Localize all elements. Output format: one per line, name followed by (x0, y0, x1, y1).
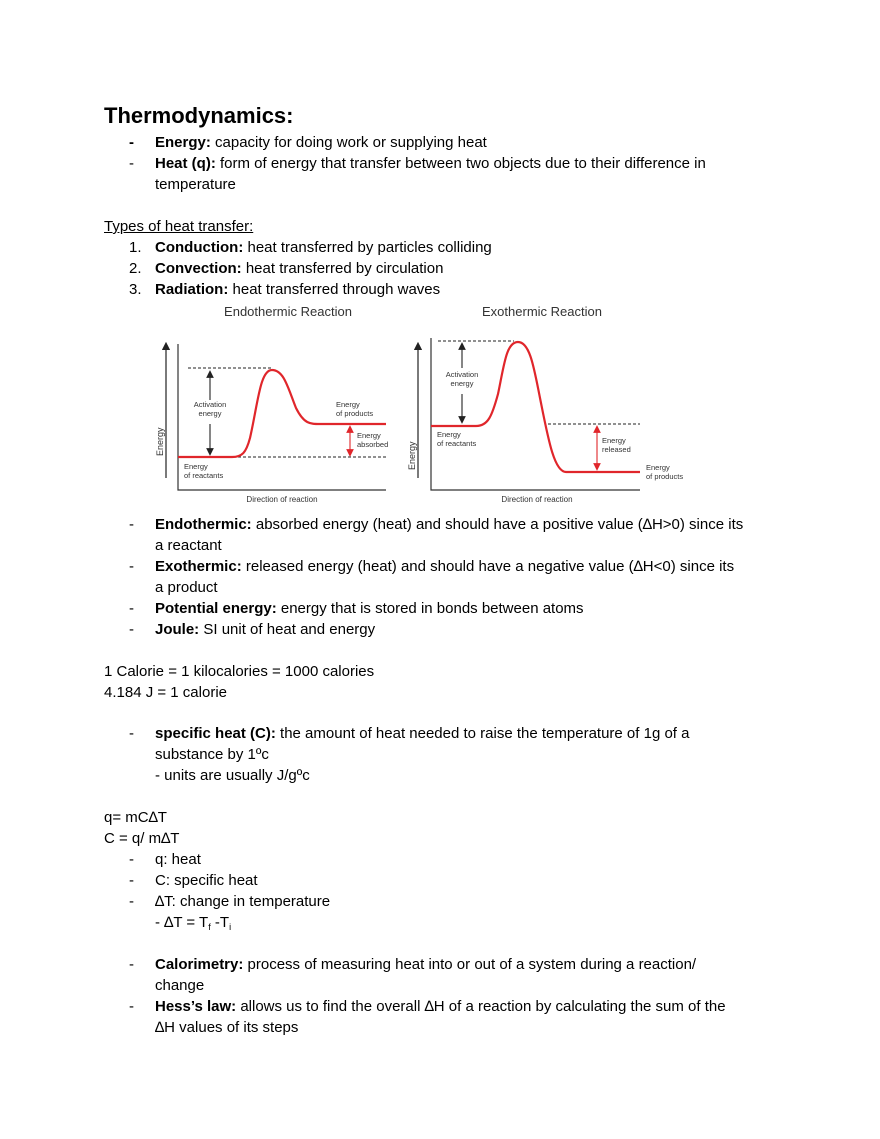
formula-part: - ∆T = T (155, 914, 209, 931)
exo-released-label: Energy (602, 436, 626, 445)
definition: SI unit of heat and energy (199, 621, 376, 638)
energy-diagram-figure (150, 298, 710, 510)
term: Convection: (155, 260, 242, 277)
definition: process of measuring heat into or out of a system during a reaction/ (243, 956, 697, 973)
list-number: 3. (129, 281, 142, 298)
exothermic-diagram (407, 304, 683, 504)
bullet-marker: - (129, 516, 134, 533)
endo-activation-label-2: energy (198, 409, 222, 418)
heat-definition-cont: temperature (155, 176, 236, 193)
term: Calorimetry: (155, 956, 244, 973)
bullet-marker: - (129, 558, 134, 575)
definition: allows us to find the overall ∆H of a reaction by calculating the sum of the (236, 998, 726, 1015)
radiation-item (155, 279, 440, 300)
calorimetry-definition-cont: change (155, 977, 205, 994)
convection-item (155, 258, 443, 279)
endothermic-definition (155, 514, 743, 535)
energy-definition (155, 132, 487, 153)
bullet-marker: - (129, 893, 134, 910)
endo-x-axis-label: Direction of reaction (246, 495, 318, 504)
exo-activation-label: Activation (445, 370, 479, 379)
subscript-i: i (229, 922, 232, 932)
definition: form of energy that transfer between two objects due to their difference in (215, 155, 706, 172)
term: Energy: (155, 134, 211, 151)
conversion-line: 4.184 J = 1 calorie (104, 684, 227, 701)
potential-energy-definition (155, 598, 584, 619)
term: Endothermic: (155, 516, 252, 533)
exo-activation-label-2: energy (450, 379, 474, 388)
bullet-marker: - (129, 134, 134, 151)
endothermic-definition-cont: a reactant (155, 537, 222, 554)
definition: the amount of heat needed to raise the temperature of 1g of a (275, 725, 690, 742)
variable-c: C: specific heat (155, 872, 258, 889)
exo-reactants-label-2: of reactants (437, 439, 477, 448)
list-number: 2. (129, 260, 142, 277)
endothermic-diagram (155, 304, 388, 504)
subscript-f: f (208, 922, 211, 932)
definition: heat transferred through waves (228, 281, 441, 298)
term: Potential energy: (155, 600, 277, 617)
definition: released energy (heat) and should have a negative value (∆H<0) since its (241, 558, 735, 575)
heat-definition (155, 153, 706, 174)
exo-reactants-label: Energy (437, 430, 461, 439)
endo-activation-label: Activation (193, 400, 227, 409)
definition: heat transferred by particles colliding (243, 239, 492, 256)
page-title: Thermodynamics: (104, 103, 294, 128)
equation: q= mC∆T (104, 809, 167, 826)
endo-products-label: Energy (336, 400, 360, 409)
calorimetry-definition (155, 954, 696, 975)
definition: capacity for doing work or supplying heat (210, 134, 487, 151)
section-heading: Types of heat transfer: (104, 218, 254, 235)
exo-x-axis-label: Direction of reaction (501, 495, 573, 504)
term: specific heat (C): (155, 725, 276, 742)
endo-reactants-label-2: of reactants (184, 471, 224, 480)
variable-delta-t: ∆T: change in temperature (155, 893, 331, 910)
specific-heat-units: - units are usually J/gºc (155, 767, 310, 784)
list-number: 1. (129, 239, 142, 256)
bullet-marker: - (129, 851, 134, 868)
delta-t-formula (155, 912, 231, 938)
endo-reactants-label: Energy (184, 462, 208, 471)
term: Joule: (155, 621, 200, 638)
hess-law-definition-cont: ∆H values of its steps (155, 1019, 299, 1036)
term: Conduction: (155, 239, 244, 256)
endo-products-label-2: of products (336, 409, 374, 418)
conversion-line: 1 Calorie = 1 kilocalories = 1000 calories (104, 663, 375, 680)
definition: absorbed energy (heat) and should have a positive value (∆H>0) since its (251, 516, 744, 533)
endo-absorbed-label-2: absorbed (357, 440, 389, 449)
bullet-marker: - (129, 998, 134, 1015)
endo-absorbed-label: Energy (357, 431, 381, 440)
bullet-marker: - (129, 155, 134, 172)
endo-y-axis-label: Energy (155, 427, 165, 456)
term: Exothermic: (155, 558, 242, 575)
conduction-item (155, 237, 492, 258)
exo-products-label: Energy (646, 463, 670, 472)
joule-definition (155, 619, 375, 640)
specific-heat-definition-cont: substance by 1ºc (155, 746, 269, 763)
exo-products-label-2: of products (646, 472, 684, 481)
exothermic-definition-cont: a product (155, 579, 218, 596)
term: Radiation: (155, 281, 229, 298)
endo-title: Endothermic Reaction (224, 304, 352, 319)
exo-y-axis-label: Energy (407, 441, 417, 470)
specific-heat-definition (155, 723, 689, 744)
variable-q: q: heat (155, 851, 201, 868)
exothermic-definition (155, 556, 734, 577)
bullet-marker: - (129, 600, 134, 617)
bullet-marker: - (129, 956, 134, 973)
bullet-marker: - (129, 872, 134, 889)
bullet-marker: - (129, 621, 134, 638)
hess-law-definition (155, 996, 726, 1017)
exo-title: Exothermic Reaction (482, 304, 602, 319)
exo-released-label-2: released (602, 445, 631, 454)
formula-part: -T (210, 914, 230, 931)
definition: heat transferred by circulation (241, 260, 444, 277)
equation: C = q/ m∆T (104, 830, 180, 847)
term: Heat (q): (155, 155, 216, 172)
term: Hess’s law: (155, 998, 237, 1015)
definition: energy that is stored in bonds between atoms (276, 600, 584, 617)
bullet-marker: - (129, 725, 134, 742)
